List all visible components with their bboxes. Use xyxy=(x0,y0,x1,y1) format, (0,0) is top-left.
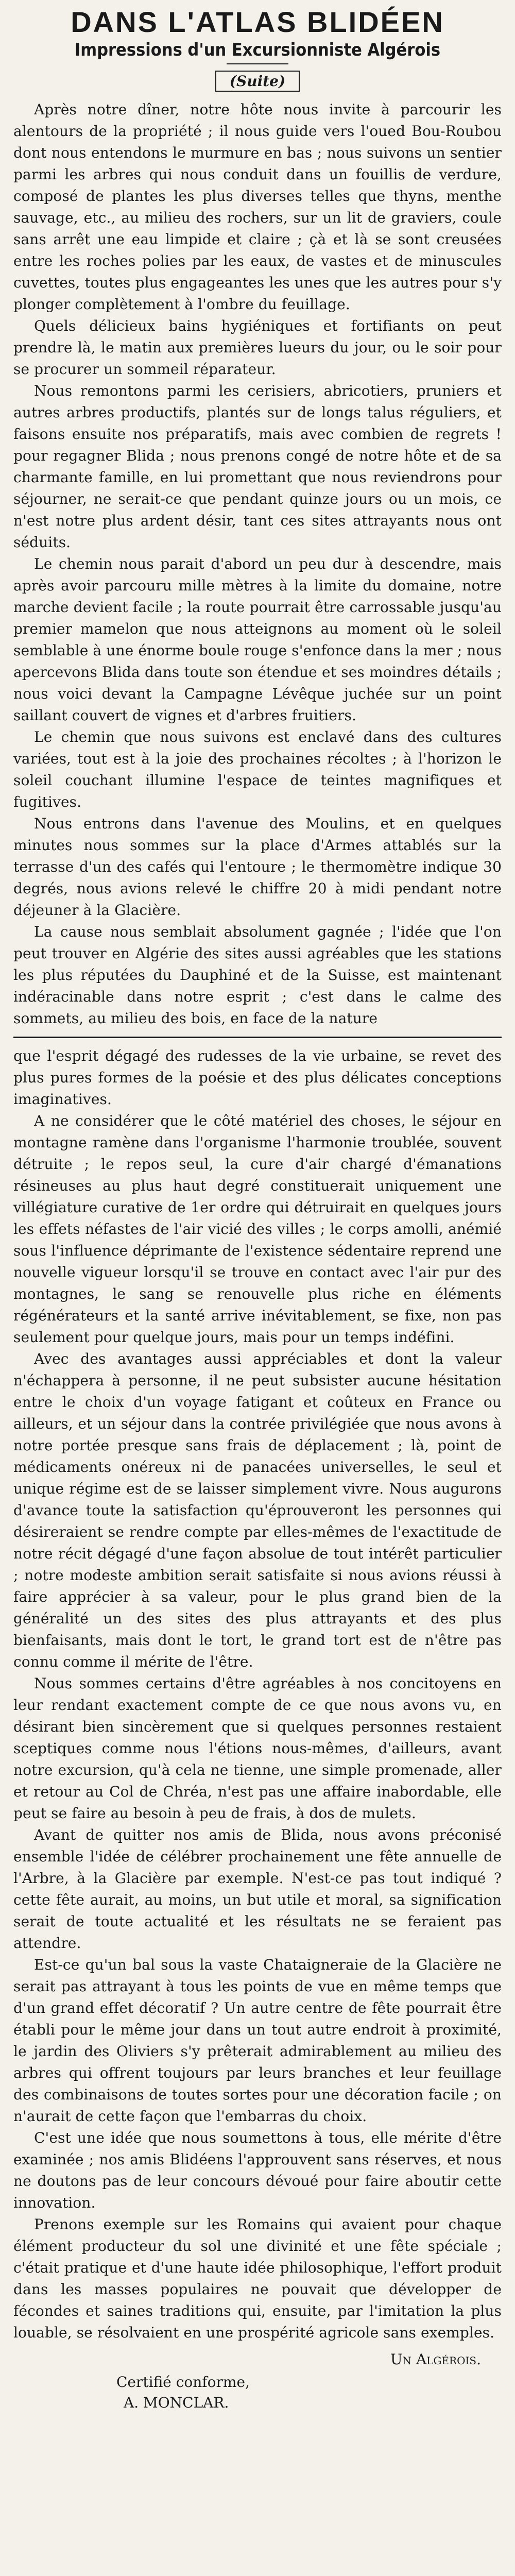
paragraph: Quels délicieux bains hygiéniques et fortifiants on peut prendre là, le matin aux premières lueurs du jour, ou le soir pour se procurer un sommeil réparateur. xyxy=(13,317,502,378)
paragraph: que l'esprit dégagé des rudesses de la vie urbaine, se revet des plus pures formes de la poésie et des plus délicates conceptions imaginatives. xyxy=(13,1047,502,1108)
paragraph: Est-ce qu'un bal sous la vaste Chataigneraie de la Glacière ne serait pas attrayant à tous les points de vue en même temps que d'un grand effet décoratif ? Un autre centre de fête pourrait être établi pour le même jour dans un tout autre endroit à proximité, le jardin des Oliviers s'y prêterait admirablement au milieu des arbres qui offrent toujours par leurs branches et leur feuillage des combinaisons de toutes sortes pour une décoration facile ; on n'aurait de cette façon que l'embarras du choix. xyxy=(13,1956,502,2125)
paragraph: Prenons exemple sur les Romains qui avaient pour chaque élément producteur du sol une divinité et une fête spéciale ; c'était pratique et d'une haute idée philosophique, l'effort produit dans les masses populaires ne pouvait que développer de fécondes et saines traditions qui, ensuite, par l'imitation la plus louable, se résolvaient en une prospérité agricole sans exemples. xyxy=(13,2215,502,2341)
paragraph: A ne considérer que le côté matériel des choses, le séjour en montagne ramène dans l'organisme l'harmonie troublée, souvent détruite ; le repos seul, la cure d'air chargé d'émanations résineuses au plus haut degré constituerait uniquement une villégiature curative de 1er ordre qui détruirait en quelques jours les effets néfastes de l'air vicié des villes ; le corps amolli, anémié sous l'influence déprimante de l'existence sédentaire reprend une nouvelle vigueur lorsqu'il se trouve en contact avec l'air pur des montagnes, le sang se renouvelle plus riche en éléments régénérateurs et la santé arrive inévitablement, se fixe, non pas seulement pour quelque jours, mais pour un temps indéfini. xyxy=(13,1112,502,1346)
suite-label: (Suite) xyxy=(215,71,300,92)
paragraph: Nous entrons dans l'avenue des Moulins, et en quelques minutes nous sommes sur la place d'Armes attablés sur la terrasse d'un des cafés qui l'entoure ; le thermomètre indique 30 degrés, nous avions relevé le chiffre 20 à midi pendant notre déjeuner à la Glacière. xyxy=(13,815,502,919)
paragraph: Après notre dîner, notre hôte nous invite à parcourir les alentours de la propriété ; il nous guide vers l'oued Bou-Roubou dont nous entendons le murmure en bas ; nous suivons un sentier parmi les arbres qui nous conduit dans un fouillis de verdure, composé de plantes les plus diverses telles que thyns, menthe sauvage, etc., au milieu des rochers, sur un lit de graviers, coule sans arrêt une eau limpide et claire ; çà et là se sont creusées entre les roches polies par les eaux, de vastes et de minuscules cuvettes, toutes plus engageantes les unes que les autres pour s'y plonger complètement à l'ombre du feuillage. xyxy=(13,100,502,313)
paragraph: Avant de quitter nos amis de Blida, nous avons préconisé ensemble l'idée de célébrer prochainement une fête annuelle de l'Arbre, à la Glacière par exemple. N'est-ce pas tout indiqué ? cette fête aurait, au moins, un but utile et moral, sa signification serait de toute actualité et les résultats ne se feraient pas attendre. xyxy=(13,1826,502,1952)
paragraph: La cause nous semblait absolument gagnée ; l'idée que l'on peut trouver en Algérie des sites aussi agréables que les stations les plus réputées du Dauphiné et de la Suisse, est maintenant indéracinable dans notre esprit ; c'est dans le calme des sommets, au milieu des bois, en face de la nature xyxy=(13,923,502,1027)
column-first xyxy=(13,99,502,1029)
paragraph: Le chemin que nous suivons est enclavé dans des cultures variées, tout est à la joie des prochaines récoltes ; à l'horizon le soleil couchant illumine l'espace de teintes magnifiques et fugitives. xyxy=(13,728,502,810)
subtitle-rule xyxy=(227,63,288,64)
certification xyxy=(13,2372,502,2413)
certifier-name: A. MONCLAR. xyxy=(124,2394,229,2411)
column-second xyxy=(13,1045,502,2344)
suite-label-wrap xyxy=(13,71,502,92)
paragraph: C'est une idée que nous soumettons à tous, elle mérite d'être examinée ; nos amis Blidéens l'approuvent sans réserves, et nous ne doutons pas de leur concours dévoué pour faire aboutir cette innovation. xyxy=(13,2129,502,2211)
article-headline: DANS L'ATLAS BLIDÉEN xyxy=(71,6,444,38)
paragraph: Nous remontons parmi les cerisiers, abricotiers, pruniers et autres arbres productifs, plantés sur de longs talus réguliers, et faisons ensuite nos préparatifs, mais avec combien de regrets ! pour regagner Blida ; nous prenons congé de notre hôte et de sa charmante famille, en lui promettant que nous reviendrons pour séjourner, ne serait-ce que pendant quinze jours ou un mois, ce n'est notre plus ardent désir, tant ces sites attrayants nous ont séduits. xyxy=(13,382,502,551)
paragraph: Le chemin nous parait d'abord un peu dur à descendre, mais après avoir parcouru mille mètres à la limite du domaine, notre marche devient facile ; la route pourrait être carrossable jusqu'au premier mamelon que nous atteignons au moment où le soleil semblable à une énorme boule rouge s'enfonce dans la mer ; nous apercevons Blida dans toute son étendue et ses moindres détails ; nous voici devant la Campagne Lévêque juchée sur un point saillant couvert de vignes et d'arbres fruitiers. xyxy=(13,555,502,724)
signature: Un Algérois. xyxy=(390,2350,481,2368)
paragraph: Avec des avantages aussi appréciables et dont la valeur n'échappera à personne, il ne peut subsister aucune hésitation entre le choix d'un voyage fatigant et coûteux en France ou ailleurs, et un séjour dans la contrée privilégiée que nous avons à notre portée presque sans frais de déplacement ; là, point de médicaments onéreux ni de panacées universelles, le seul et unique régime est de se laisser simplement vivre. Nous augurons d'avance toute la satisfaction qu'éprouveront les personnes qui désireraient se rendre compte par elles-mêmes de l'exactitude de notre récit dégagé d'une façon absolue de tout intérêt particulier ; notre modeste ambition serait satisfaite si nous avions réussi à faire apprécier à sa valeur, pour le plus grand bien de la généralité un des sites des plus attrayants et des plus bienfaisants, mais dont le tort, le grand tort est de n'être pas connu comme il mérite de l'être. xyxy=(13,1350,502,1670)
paragraph: Nous sommes certains d'être agréables à nos concitoyens en leur rendant exactement compte de ce que nous avons vu, en désirant bien sincèrement que si quelques personnes restaient sceptiques comme nous l'étions nous-mêmes, d'ailleurs, avant notre excursion, qu'à cela ne tienne, une simple promenade, aller et retour au Col de Chréa, n'est pas une affaire inabordable, elle peut se faire au besoin à peu de frais, à dos de mulets. xyxy=(13,1674,502,1822)
column-divider xyxy=(13,1037,502,1038)
certified-label: Certifié conforme, xyxy=(116,2373,250,2391)
article-subtitle: Impressions d'un Excursionniste Algérois xyxy=(74,39,441,60)
